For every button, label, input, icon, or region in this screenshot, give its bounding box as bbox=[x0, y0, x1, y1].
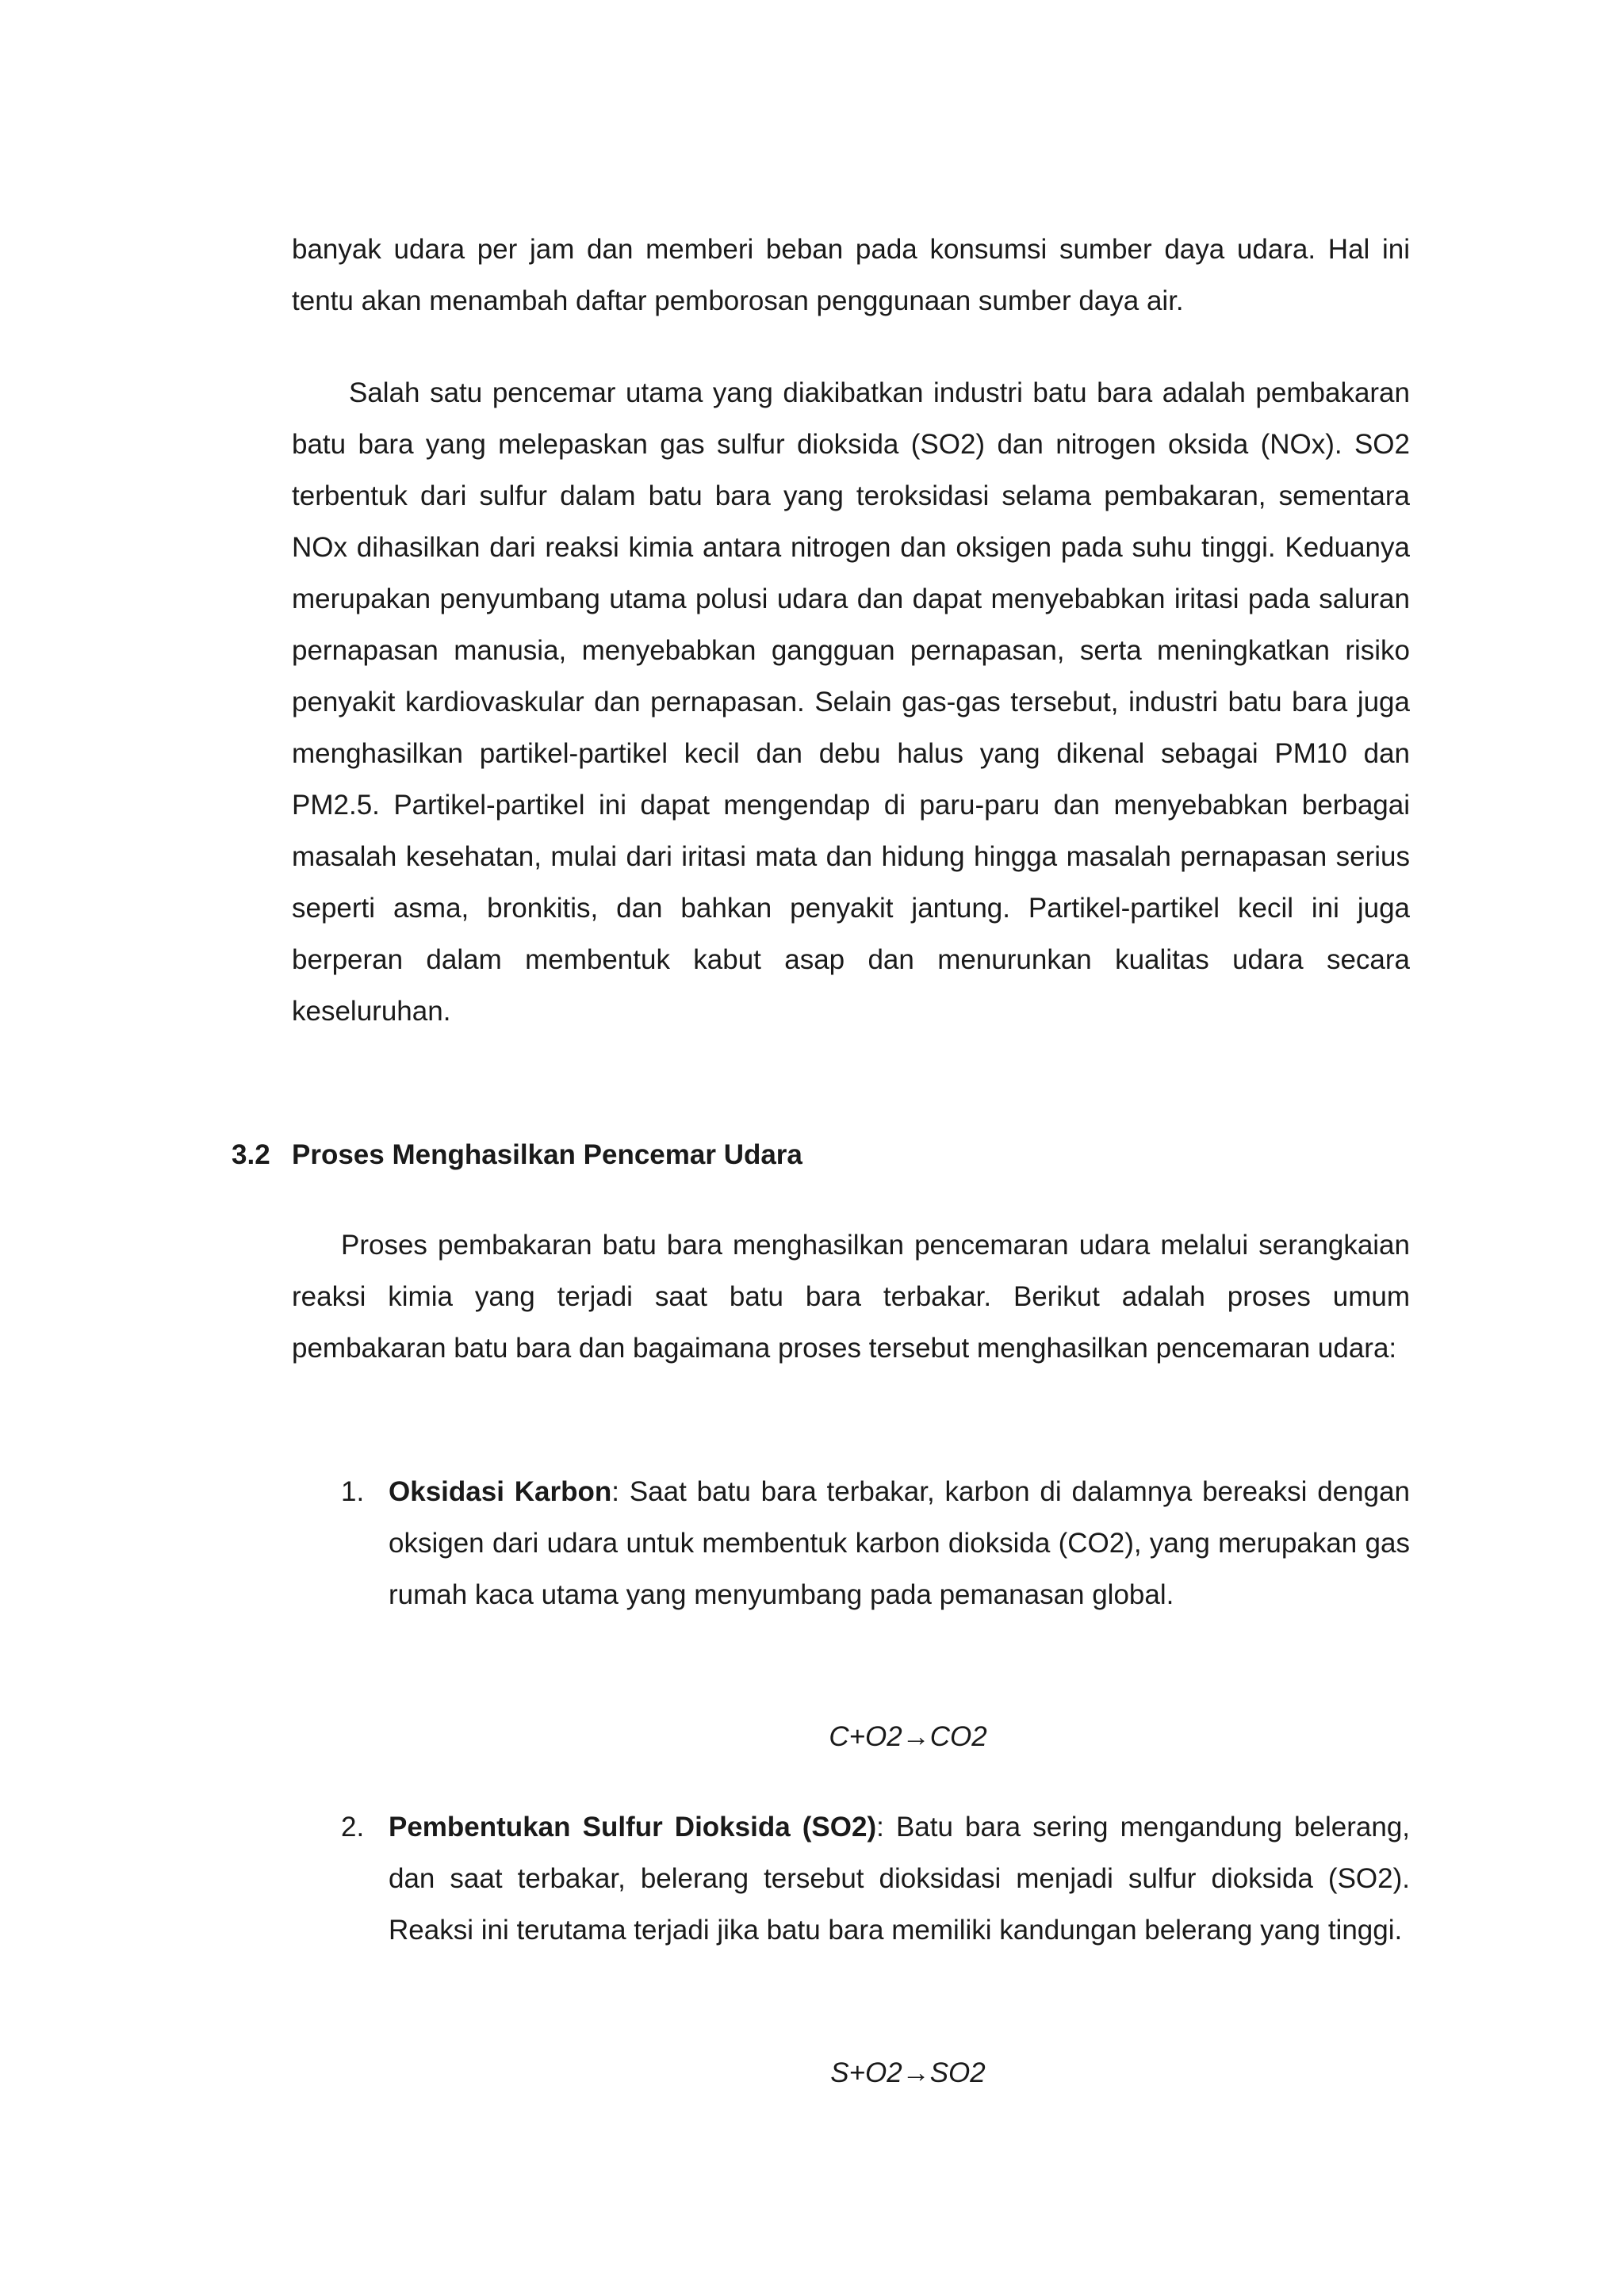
list-number: 2. bbox=[341, 1812, 365, 1843]
list-item-body bbox=[389, 1801, 1410, 1956]
formula-sulfur-dioxide: S+O2→SO2 bbox=[830, 2057, 986, 2088]
section-number: 3.2 bbox=[232, 1139, 270, 1170]
paragraph-intro: banyak udara per jam dan memberi beban pada konsumsi sumber daya udara. Hal ini tentu akan menambah daftar pemborosan penggunaan sumber daya air. bbox=[292, 234, 1410, 316]
formula-carbon-oxidation: C+O2→CO2 bbox=[829, 1721, 987, 1752]
paragraph-pollutants: Salah satu pencemar utama yang diakibatkan industri batu bara adalah pembakaran batu bara yang melepaskan gas sulfur dioksida (SO2) dan nitrogen oksida (NOx). SO2 terbentuk dari sulfur dalam batu bara yang teroksidasi selama pembakaran, sementara NOx dihasilkan dari reaksi kimia antara nitrogen dan oksigen pada suhu tinggi. Keduanya merupakan penyumbang utama polusi udara dan dapat menyebabkan iritasi pada saluran pernapasan manusia, menyebabkan gangguan pernapasan, serta meningkatkan risiko penyakit kardiovaskular dan pernapasan. Selain gas-gas tersebut, industri batu bara juga menghasilkan partikel-partikel kecil dan debu halus yang dikenal sebagai PM10 dan PM2.5. Partikel-partikel ini dapat mengendap di paru-paru dan menyebabkan berbagai masalah kesehatan, mulai dari iritasi mata dan hidung hingga masalah pernapasan serius seperti asma, bronkitis, dan bahkan penyakit jantung. Partikel-partikel kecil ini juga berperan dalam membentuk kabut asap dan menurunkan kualitas udara secara keseluruhan. bbox=[292, 377, 1410, 1027]
list-item-term: Pembentukan Sulfur Dioksida (SO2) bbox=[389, 1812, 877, 1843]
list-item-text: : Batu bara sering mengandung belerang, dan saat terbakar, belerang tersebut dioksidasi menjadi sulfur dioksida (SO2). Reaksi ini terutama terjadi jika batu bara memiliki kandungan belerang yang tinggi. bbox=[389, 1812, 1411, 1946]
section-heading bbox=[232, 1129, 802, 1181]
section-title: Proses Menghasilkan Pencemar Udara bbox=[292, 1139, 802, 1170]
list-item-body bbox=[389, 1466, 1410, 1621]
list-number: 1. bbox=[341, 1476, 365, 1507]
list-item-text: : Saat batu bara terbakar, karbon di dalamnya bereaksi dengan oksigen dari udara untuk membentuk karbon dioksida (CO2), yang merupakan gas rumah kaca utama yang menyumbang pada pemanasan global. bbox=[389, 1476, 1411, 1610]
paragraph-process-intro: Proses pembakaran batu bara menghasilkan pencemaran udara melalui serangkaian reaksi kimia yang terjadi saat batu bara terbakar. Berikut adalah proses umum pembakaran batu bara dan bagaimana proses tersebut menghasilkan pencemaran udara: bbox=[292, 1230, 1410, 1364]
list-item-term: Oksidasi Karbon bbox=[389, 1476, 612, 1507]
